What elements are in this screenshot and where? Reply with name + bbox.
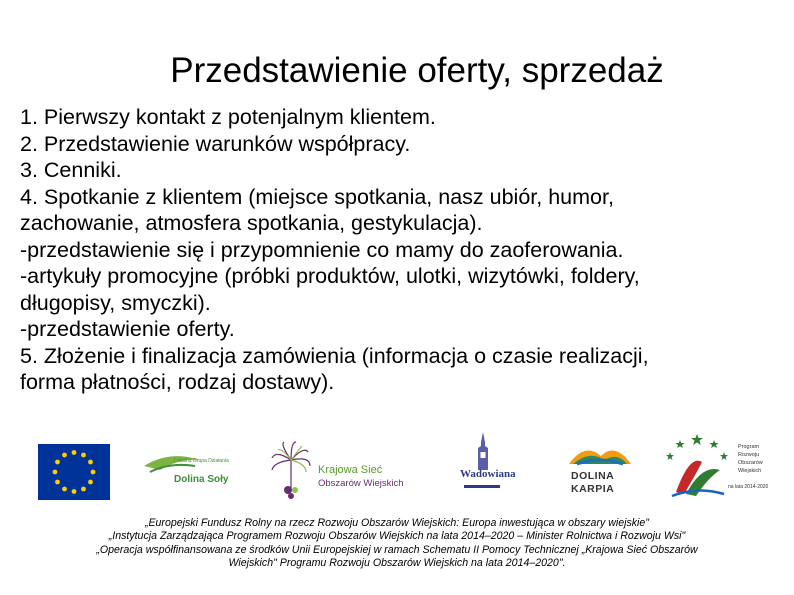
prow-line2: Rozwoju [738, 452, 760, 458]
dolina-soly-name: Dolina Soły [174, 474, 229, 485]
text-line: długopisy, smyczki). [20, 290, 211, 315]
carp-landscape-icon [565, 438, 635, 468]
dolina-karpia-logo [565, 438, 635, 502]
text-line: 2. Przedstawienie warunków współpracy. [20, 131, 411, 156]
text-line: zachowanie, atmosfera spotkania, gestykulacja). [20, 211, 483, 235]
wadowiana-logo [460, 432, 516, 500]
text-line: 4. Spotkanie z klientem (miejsce spotkania, nasz ubiór, humor, [20, 184, 614, 209]
text-line: 3. Cenniki. [20, 158, 122, 182]
body-text [20, 104, 790, 396]
footer-line: „Europejski Fundusz Rolny na rzecz Rozwoju Obszarów Wiejskich: Europa inwestująca w obszary wiejskie" [144, 517, 650, 529]
wadowiana-name: Wadowiana [460, 468, 516, 480]
text-line: -przedstawienie się i przypomnienie co mamy do zaoferowania. [20, 237, 624, 262]
dolina-soly-logo [140, 448, 250, 498]
text-line: 1. Pierwszy kontakt z potenjalnym klientem. [20, 105, 436, 129]
church-tower-icon [462, 432, 504, 470]
footer-line: „Instytucja Zarządzająca Programem Rozwoju Obszarów Wiejskich na lata 2014–2020 – Minister Rolnictwa i Rozwoju Wsi" [108, 530, 686, 543]
prow-line1: Program [738, 444, 760, 450]
text-line: -artykuły promocyjne (próbki produktów, ulotki, wizytówki, foldery, [20, 264, 640, 288]
ksow-logo [266, 440, 436, 502]
prow-line3: Obszarów [738, 460, 763, 466]
dolina-soly-subtitle: Lokalna Grupa Działania [174, 458, 229, 464]
prow-emblem-icon [662, 434, 732, 502]
ksow-line1: Krajowa Sieć [318, 464, 383, 476]
dolina-karpia-line2: KARPIA [571, 483, 615, 495]
ksow-line2: Obszarów Wiejskich [318, 478, 404, 489]
dandelion-icon [266, 440, 316, 502]
footer-disclaimer [0, 517, 794, 571]
prow-line5: na lata 2014-2020 [728, 484, 769, 490]
dolina-karpia-line1: DOLINA [571, 470, 615, 482]
wadowiana-underline [464, 485, 500, 488]
text-line: 5. Złożenie i finalizacja zamówienia (informacja o czasie realizacji, [20, 343, 649, 368]
footer-line: „Operacja współfinansowana ze środków Unii Europejskiej w ramach Schematu II Pomocy Technicznej „Krajowa Sieć Obszarów [96, 543, 698, 556]
prow-line4: Wiejskich [738, 468, 762, 474]
logo-strip [0, 428, 794, 508]
text-line: -przedstawienie oferty. [20, 317, 235, 341]
prow-logo [662, 434, 772, 502]
slide-title: Przedstawienie oferty, sprzedaż [170, 51, 664, 90]
eu-flag-logo [38, 444, 110, 500]
footer-line: Wiejskich" Programu Rozwoju Obszarów Wiejskich na lata 2014–2020". [228, 557, 566, 570]
text-line: forma płatności, rodzaj dostawy). [20, 370, 335, 394]
